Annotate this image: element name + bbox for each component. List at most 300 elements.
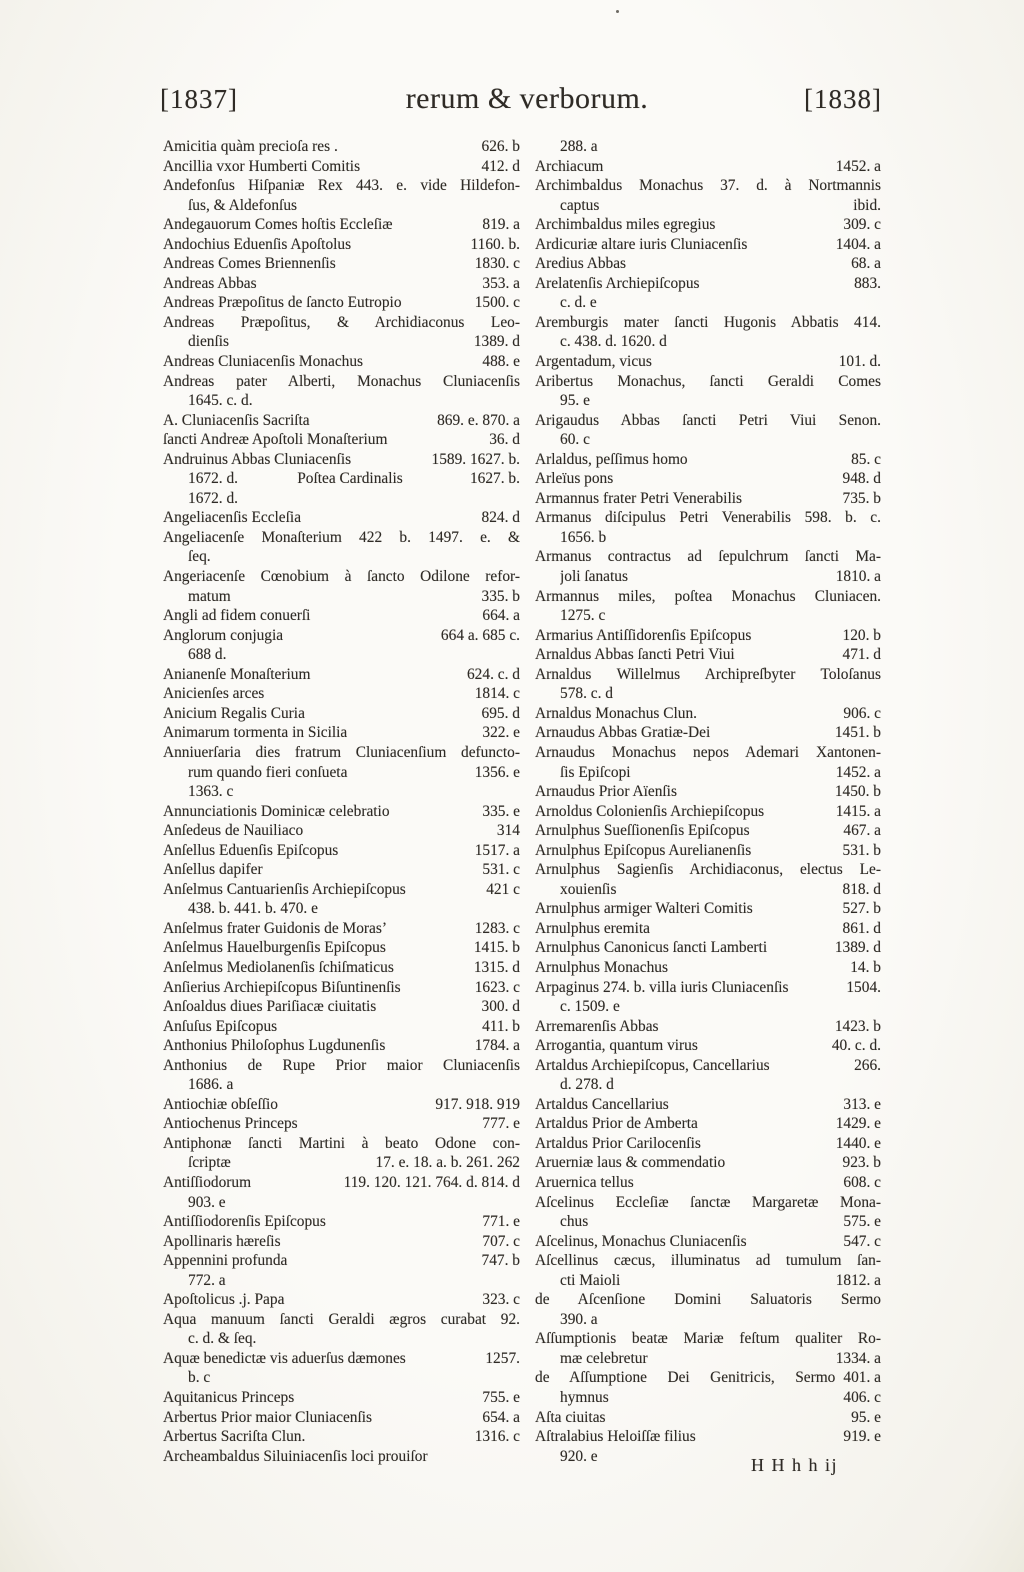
entry-text: Arpaginus 274. b. villa iuris Cluniacenſis bbox=[535, 978, 789, 996]
entry-text: 688 d. bbox=[188, 646, 227, 664]
entry-page-ref: 547. c bbox=[843, 1232, 881, 1250]
entry-page-ref: 335. b bbox=[481, 587, 520, 605]
entry-page-ref: 1830. c bbox=[474, 255, 520, 273]
entry-text: Artaldus Cancellarius bbox=[535, 1095, 669, 1113]
index-entry-line bbox=[163, 1017, 520, 1037]
index-entry-line bbox=[535, 587, 881, 607]
index-entry-line bbox=[535, 1349, 881, 1369]
entry-text: Arnulphus Monachus bbox=[535, 958, 668, 976]
index-entry-line bbox=[535, 1193, 881, 1213]
index-entry-line bbox=[163, 1427, 520, 1447]
entry-page-ref: 467. a bbox=[843, 822, 881, 840]
entry-text: Aruernica tellus bbox=[535, 1173, 634, 1191]
entry-page-ref: 575. e bbox=[843, 1213, 881, 1231]
index-entry-line bbox=[163, 1271, 520, 1291]
entry-text: Arbertus Prior maior Cluniacenſis bbox=[163, 1408, 373, 1426]
entry-text: ſancti Andreæ Apoſtoli Monaſterium bbox=[163, 431, 388, 449]
index-entry-line bbox=[163, 489, 520, 509]
index-entry-line bbox=[535, 997, 881, 1017]
entry-text: Amicitia quàm precioſa res . bbox=[163, 138, 338, 155]
entry-text: Angli ad fidem conuerſi bbox=[163, 607, 311, 625]
index-entry-line bbox=[163, 978, 520, 998]
entry-text: Anſelmus Hauelburgenſis Epiſcopus bbox=[163, 939, 386, 957]
entry-text: chus bbox=[560, 1213, 589, 1231]
entry-page-ref: 412. d bbox=[481, 157, 520, 175]
entry-page-ref: 119. 120. 121. 764. d. 814. d bbox=[343, 1173, 520, 1191]
entry-text: Andreas Præpoſitus de ſancto Eutropio bbox=[163, 294, 402, 312]
entry-text: Archimbaldus Monachus 37. d. à Nortmannis bbox=[535, 177, 881, 195]
entry-page-ref: 1517. a bbox=[474, 841, 520, 859]
entry-text: Artaldus Prior Carilocenſis bbox=[535, 1134, 701, 1152]
index-entry-line bbox=[163, 274, 520, 294]
entry-text: Arrogantia, quantum virus bbox=[535, 1037, 698, 1055]
entry-text: Artaldus Prior de Amberta bbox=[535, 1115, 698, 1133]
entry-text: Angeriacenſe Cœnobium à ſancto Odilone refor- bbox=[163, 568, 520, 586]
entry-page-ref: 707. c bbox=[482, 1232, 520, 1250]
index-entry-line bbox=[163, 430, 520, 450]
entry-text: Armannus frater Petri Venerabilis bbox=[535, 489, 742, 507]
entry-text: Arigaudus Abbas ſancti Petri Viui Senon. bbox=[535, 411, 881, 429]
index-entry-line bbox=[163, 1329, 520, 1349]
entry-text: 1275. c bbox=[560, 607, 606, 625]
index-entry-line bbox=[535, 763, 881, 783]
entry-text: 1686. a bbox=[188, 1076, 234, 1094]
entry-page-ref: 1451. b bbox=[834, 724, 881, 742]
entry-text: Andochius Eduenſis Apoſtolus bbox=[163, 235, 352, 253]
entry-page-ref: 608. c bbox=[843, 1173, 881, 1191]
entry-text: Aremburgis mater ſancti Hugonis Abbatis 414. bbox=[535, 313, 881, 331]
index-entry-line bbox=[535, 1212, 881, 1232]
index-entry-line bbox=[163, 469, 520, 489]
index-entry-line bbox=[535, 645, 881, 665]
index-entry-line bbox=[163, 723, 520, 743]
entry-text: joli ſanatus bbox=[560, 568, 628, 586]
entry-page-ref: ibid. bbox=[853, 196, 881, 214]
folio-number-left: [1837] bbox=[160, 84, 238, 114]
index-entry-line bbox=[535, 469, 881, 489]
entry-page-ref: 68. a bbox=[851, 255, 881, 273]
entry-text: Aſcelinus Eccleſiæ ſanctæ Margaretæ Mona- bbox=[535, 1193, 881, 1211]
entry-text: Antiphonæ ſancti Martini à beato Odone con- bbox=[163, 1134, 520, 1152]
entry-text: 1672. d. bbox=[188, 489, 239, 507]
index-entry-line bbox=[535, 352, 881, 372]
entry-text: 288. a bbox=[560, 138, 598, 155]
entry-text: de Aſcenſione Domini Saluatoris Sermo bbox=[535, 1291, 881, 1309]
index-entry-line bbox=[163, 215, 520, 235]
entry-page-ref: 314 bbox=[496, 822, 520, 840]
index-entry-line bbox=[163, 1290, 520, 1310]
entry-text: Antiſſiodorum bbox=[163, 1173, 252, 1191]
entry-page-ref: 1504. bbox=[846, 978, 881, 996]
entry-page-ref: 948. d bbox=[842, 470, 881, 488]
entry-page-ref: 1623. c bbox=[474, 978, 520, 996]
entry-text: Aquitanicus Princeps bbox=[163, 1389, 295, 1406]
entry-text: 1672. d. bbox=[188, 470, 239, 488]
entry-page-ref: 1334. a bbox=[835, 1349, 881, 1367]
entry-page-ref: 919. e bbox=[843, 1428, 881, 1446]
entry-page-ref: 624. c. d bbox=[466, 665, 520, 683]
entry-text: Anglorum conjugia bbox=[163, 626, 284, 644]
entry-text: Anſuſus Epiſcopus bbox=[163, 1017, 278, 1035]
index-entry-line bbox=[163, 176, 520, 196]
index-entry-line bbox=[163, 313, 520, 333]
index-entry-line bbox=[163, 1114, 520, 1134]
page-header bbox=[160, 82, 882, 116]
entry-page-ref: 1389. d bbox=[834, 939, 881, 957]
entry-text: Arnaudus Prior Aïenſis bbox=[535, 783, 677, 801]
index-entry-line bbox=[535, 1153, 881, 1173]
entry-text: Anſelmus frater Guidonis de Moras’ bbox=[163, 919, 387, 937]
entry-text: Angeliacenſe Monaſterium 422 b. 1497. e. & bbox=[163, 528, 520, 546]
index-entry-line bbox=[535, 841, 881, 861]
index-entry-line bbox=[535, 254, 881, 274]
entry-text: Andegauorum Comes hoſtis Eccleſiæ bbox=[163, 216, 393, 234]
index-entry-line bbox=[535, 684, 881, 704]
entry-page-ref: 861. d bbox=[842, 919, 881, 937]
entry-text: Anicienſes arces bbox=[163, 685, 265, 703]
index-entry-line bbox=[535, 215, 881, 235]
index-entry-line bbox=[535, 235, 881, 255]
entry-text: Anſellus dapifer bbox=[163, 861, 263, 879]
index-entry-line bbox=[163, 919, 520, 939]
entry-page-ref: 313. e bbox=[843, 1095, 881, 1113]
entry-text: Arnaldus Monachus Clun. bbox=[535, 704, 698, 722]
index-entry-line bbox=[535, 1388, 881, 1408]
index-entry-line bbox=[535, 1017, 881, 1037]
entry-page-ref: 40. c. d. bbox=[831, 1037, 881, 1055]
index-entry-line bbox=[535, 1271, 881, 1291]
index-entry-line bbox=[163, 547, 520, 567]
entry-text: Andreas Comes Briennenſis bbox=[163, 255, 336, 273]
entry-text: Arnulphus Canonicus ſancti Lamberti bbox=[535, 939, 768, 957]
entry-text: Arleïus pons bbox=[535, 470, 614, 488]
entry-text: c. 1509. e bbox=[560, 998, 620, 1016]
entry-text: Arnulphus Sagienſis Archidiaconus, electus Le- bbox=[535, 861, 881, 879]
entry-text: Anniuerſaria dies fratrum Cluniacenſium defuncto- bbox=[163, 743, 520, 761]
entry-page-ref: 923. b bbox=[842, 1154, 881, 1172]
entry-text: Anſierius Archiepiſcopus Biſuntinenſis bbox=[163, 978, 401, 996]
entry-text: captus bbox=[560, 196, 600, 214]
index-entry-line bbox=[535, 293, 881, 313]
entry-page-ref: 664 a. 685 c. bbox=[440, 626, 520, 644]
index-entry-line bbox=[163, 1251, 520, 1271]
index-entry-line bbox=[535, 1427, 881, 1447]
index-entry-line bbox=[535, 958, 881, 978]
index-entry-line bbox=[535, 606, 881, 626]
index-entry-line bbox=[163, 1075, 520, 1095]
index-entry-line bbox=[535, 1329, 881, 1349]
index-entry-line bbox=[535, 938, 881, 958]
entry-page-ref: 1316. c bbox=[474, 1428, 520, 1446]
entry-page-ref: 917. 918. 919 bbox=[435, 1095, 520, 1113]
entry-page-ref: 1315. d bbox=[473, 958, 520, 976]
index-entry-line bbox=[535, 860, 881, 880]
entry-text: Aribertus Monachus, ſancti Geraldi Comes bbox=[535, 372, 881, 390]
index-entry-line bbox=[535, 880, 881, 900]
entry-page-ref: 1450. b bbox=[834, 783, 881, 801]
index-entry-line bbox=[163, 293, 520, 313]
entry-text: ſcriptæ bbox=[188, 1154, 231, 1172]
index-entry-line bbox=[163, 372, 520, 392]
quire-signature: H H h h ij bbox=[751, 1455, 838, 1475]
entry-text: 60. c bbox=[560, 431, 590, 449]
entry-text: Arnulphus Sueſſionenſis Epiſcopus bbox=[535, 822, 750, 840]
entry-page-ref: 17. e. 18. a. b. 261. 262 bbox=[375, 1154, 520, 1172]
index-entry-line bbox=[163, 254, 520, 274]
entry-page-ref: 695. d bbox=[481, 704, 520, 722]
entry-text: Archiacum bbox=[535, 157, 604, 175]
entry-text: Artaldus Archiepiſcopus, Cancellarius bbox=[535, 1056, 770, 1074]
entry-text: Aſta ciuitas bbox=[535, 1408, 606, 1426]
entry-text: xouienſis bbox=[560, 880, 617, 898]
entry-page-ref: 353. a bbox=[482, 274, 520, 292]
index-entry-line bbox=[535, 704, 881, 724]
index-entry-line bbox=[163, 704, 520, 724]
entry-page-ref: 824. d bbox=[481, 509, 520, 527]
index-entry-line bbox=[163, 1447, 520, 1467]
entry-text: 903. e bbox=[188, 1193, 226, 1211]
entry-text: Apoſtolicus .j. Papa bbox=[163, 1291, 285, 1309]
entry-text: mæ celebretur bbox=[560, 1349, 648, 1367]
index-entry-line bbox=[163, 880, 520, 900]
entry-text: matum bbox=[188, 587, 231, 605]
entry-text: hymnus bbox=[560, 1389, 609, 1406]
index-entry-line bbox=[535, 626, 881, 646]
index-entry-line bbox=[535, 157, 881, 177]
index-entry-line bbox=[535, 1310, 881, 1330]
entry-page-ref: 1814. c bbox=[474, 685, 520, 703]
entry-text: Anthonius Philoſophus Lugdunenſis bbox=[163, 1037, 386, 1055]
entry-page-ref: 1160. b. bbox=[470, 235, 520, 253]
entry-text: Aruerniæ laus & commendatio bbox=[535, 1154, 726, 1172]
entry-page-ref: 322. e bbox=[482, 724, 520, 742]
index-entry-line bbox=[535, 547, 881, 567]
entry-text: c. 438. d. 1620. d bbox=[560, 333, 667, 351]
index-entry-line bbox=[535, 782, 881, 802]
entry-page-ref: 1440. e bbox=[835, 1134, 881, 1152]
index-entry-line bbox=[535, 1251, 881, 1271]
entry-text: Andefonſus Hiſpaniæ Rex 443. e. vide Hildefon- bbox=[163, 177, 520, 195]
entry-text: Arnaldus Willelmus Archipreſbyter Toloſanus bbox=[535, 665, 881, 683]
index-entry-line bbox=[535, 196, 881, 216]
index-entry-line bbox=[163, 743, 520, 763]
entry-page-ref: 1257. bbox=[485, 1349, 520, 1367]
index-entry-line bbox=[535, 1036, 881, 1056]
index-entry-line bbox=[163, 1388, 520, 1408]
entry-page-ref: 120. b bbox=[842, 626, 881, 644]
index-entry-line bbox=[163, 645, 520, 665]
entry-text: Appennini profunda bbox=[163, 1252, 288, 1270]
entry-text: Anthonius de Rupe Prior maior Cluniacenſis bbox=[163, 1056, 520, 1074]
entry-text: 95. e bbox=[560, 392, 590, 410]
index-entry-line bbox=[535, 1173, 881, 1193]
entry-page-ref: 1810. a bbox=[835, 568, 881, 586]
index-entry-line bbox=[535, 1114, 881, 1134]
entry-text: Annunciationis Dominicæ celebratio bbox=[163, 802, 390, 820]
entry-text: de Aſſumptione Dei Genitricis, Sermo bbox=[535, 1369, 836, 1387]
index-entry-line bbox=[163, 1056, 520, 1076]
entry-page-ref: 1283. c bbox=[474, 919, 520, 937]
entry-text: Antiſſiodorenſis Epiſcopus bbox=[163, 1213, 326, 1231]
index-entry-line bbox=[163, 938, 520, 958]
entry-text: 1645. c. d. bbox=[188, 392, 253, 410]
index-entry-line bbox=[163, 587, 520, 607]
index-entry-line bbox=[163, 1310, 520, 1330]
index-entry-line bbox=[163, 684, 520, 704]
entry-text: Aquæ benedictæ vis aduerſus dæmones bbox=[163, 1349, 406, 1367]
entry-page-ref: 819. a bbox=[482, 216, 520, 234]
index-entry-line bbox=[535, 489, 881, 509]
index-entry-line bbox=[535, 1056, 881, 1076]
entry-page-ref: 869. e. 870. a bbox=[437, 411, 520, 429]
index-entry-line bbox=[163, 352, 520, 372]
entry-text: Aqua manuum ſancti Geraldi ægros curabat 92. bbox=[163, 1310, 520, 1328]
entry-text: ſeq. bbox=[188, 548, 211, 566]
entry-page-ref: 1423. b bbox=[834, 1017, 881, 1035]
entry-text: 920. e bbox=[560, 1447, 598, 1465]
entry-page-ref: 777. e bbox=[482, 1115, 520, 1133]
entry-page-ref: 401. a bbox=[843, 1369, 881, 1387]
entry-mid-text: Poſtea Cardinalis bbox=[297, 470, 403, 488]
entry-text: Aſcelinus, Monachus Cluniacenſis bbox=[535, 1232, 747, 1250]
entry-text: 390. a bbox=[560, 1310, 598, 1328]
entry-text: Archimbaldus miles egregius bbox=[535, 216, 716, 234]
entry-text: Angeliacenſis Eccleſia bbox=[163, 509, 302, 527]
entry-text: Arbertus Sacriſta Clun. bbox=[163, 1428, 306, 1446]
index-entry-line bbox=[163, 763, 520, 783]
index-entry-line bbox=[163, 1153, 520, 1173]
index-entry-line bbox=[163, 841, 520, 861]
index-entry-line bbox=[163, 332, 520, 352]
entry-page-ref: 626. b bbox=[481, 138, 520, 155]
entry-page-ref: 95. e bbox=[851, 1408, 881, 1426]
entry-page-ref: 755. e bbox=[482, 1389, 520, 1406]
index-entry-line bbox=[163, 137, 520, 157]
index-entry-line bbox=[535, 332, 881, 352]
index-entry-line bbox=[163, 567, 520, 587]
index-entry-line bbox=[163, 1193, 520, 1213]
index-entry-line bbox=[535, 1134, 881, 1154]
entry-text: A. Cluniacenſis Sacriſta bbox=[163, 411, 310, 429]
entry-page-ref: 1356. e bbox=[474, 763, 520, 781]
entry-text: ſus, & Aldefonſus bbox=[188, 196, 298, 214]
entry-text: Anſelmus Mediolanenſis ſchiſmaticus bbox=[163, 958, 394, 976]
index-entry-line bbox=[163, 1408, 520, 1428]
entry-text: 1656. b bbox=[560, 528, 607, 546]
entry-text: Aſſumptionis beatæ Mariæ feſtum qualiter Ro- bbox=[535, 1330, 881, 1348]
entry-text: Arlaldus, peſſimus homo bbox=[535, 450, 688, 468]
entry-text: Armanus contractus ad ſepulchrum ſancti Ma- bbox=[535, 548, 881, 566]
index-entry-line bbox=[163, 1095, 520, 1115]
entry-page-ref: 1452. a bbox=[835, 763, 881, 781]
entry-text: Armarius Antiſſidorenſis Epiſcopus bbox=[535, 626, 752, 644]
entry-page-ref: 309. c bbox=[843, 216, 881, 234]
index-entry-line bbox=[535, 528, 881, 548]
entry-page-ref: 300. d bbox=[481, 998, 520, 1016]
entry-page-ref: 1500. c bbox=[474, 294, 520, 312]
index-entry-line bbox=[535, 802, 881, 822]
index-entry-line bbox=[535, 1290, 881, 1310]
entry-page-ref: 1452. a bbox=[835, 157, 881, 175]
index-entry-line bbox=[163, 1036, 520, 1056]
index-entry-line bbox=[535, 274, 881, 294]
entry-text: Armannus miles, poſtea Monachus Cluniacen. bbox=[535, 587, 881, 605]
index-entry-line bbox=[163, 1212, 520, 1232]
index-entry-line bbox=[163, 1368, 520, 1388]
entry-text: cti Maioli bbox=[560, 1271, 621, 1289]
entry-page-ref: 1429. e bbox=[835, 1115, 881, 1133]
entry-text: Anſellus Eduenſis Epiſcopus bbox=[163, 841, 339, 859]
entry-text: Antiochiæ obſeſſio bbox=[163, 1095, 278, 1113]
index-entry-line bbox=[163, 626, 520, 646]
index-entry-line bbox=[163, 899, 520, 919]
entry-page-ref: 411. b bbox=[482, 1017, 520, 1035]
entry-text: Aſcellinus cæcus, illuminatus ad tumulum ſan- bbox=[535, 1252, 881, 1270]
entry-text: Andreas Abbas bbox=[163, 274, 257, 292]
index-entry-line bbox=[535, 899, 881, 919]
index-entry-line bbox=[535, 919, 881, 939]
entry-text: Anſelmus Cantuarienſis Archiepiſcopus bbox=[163, 880, 406, 898]
entry-text: c. d. e bbox=[560, 294, 597, 312]
entry-text: 772. a bbox=[188, 1271, 226, 1289]
index-entry-line bbox=[535, 978, 881, 998]
entry-page-ref: 735. b bbox=[842, 489, 881, 507]
running-title: rerum & verborum. bbox=[405, 82, 649, 115]
entry-page-ref: 771. e bbox=[482, 1213, 520, 1231]
entry-text: Aſtralabius Heloiſſæ filius bbox=[535, 1428, 696, 1446]
entry-page-ref: 14. b bbox=[850, 958, 881, 976]
entry-text: Anicium Regalis Curia bbox=[163, 704, 305, 722]
index-columns bbox=[163, 137, 881, 1466]
index-entry-line bbox=[163, 606, 520, 626]
entry-text: Arnulphus eremita bbox=[535, 919, 650, 937]
entry-text: Animarum tormenta in Sicilia bbox=[163, 724, 348, 742]
index-entry-line bbox=[535, 313, 881, 333]
index-entry-line bbox=[535, 665, 881, 685]
entry-page-ref: 747. b bbox=[481, 1252, 520, 1270]
entry-text: Andreas Cluniacenſis Monachus bbox=[163, 353, 364, 371]
entry-text: Andreas pater Alberti, Monachus Cluniacenſis bbox=[163, 372, 520, 390]
index-entry-line bbox=[163, 411, 520, 431]
index-entry-line bbox=[163, 391, 520, 411]
entry-page-ref: 531. c bbox=[482, 861, 520, 879]
index-entry-line bbox=[163, 958, 520, 978]
entry-text: Arnulphus armiger Walteri Comitis bbox=[535, 900, 753, 918]
entry-page-ref: 323. c bbox=[482, 1291, 520, 1309]
entry-text: Anſedeus de Nauiliaco bbox=[163, 822, 304, 840]
entry-text: Andruinus Abbas Cluniacenſis bbox=[163, 450, 352, 468]
entry-text: Anſoaldus diues Pariſiacæ ciuitatis bbox=[163, 998, 377, 1016]
entry-page-ref: 906. c bbox=[843, 704, 881, 722]
entry-page-ref: 85. c bbox=[851, 450, 881, 468]
entry-page-ref: 488. e bbox=[482, 353, 520, 371]
entry-text: Argentadum, vicus bbox=[535, 353, 652, 371]
index-entry-line bbox=[535, 1408, 881, 1428]
index-column-right bbox=[535, 137, 881, 1466]
index-entry-line bbox=[163, 235, 520, 255]
index-entry-line bbox=[163, 782, 520, 802]
index-entry-line bbox=[163, 1173, 520, 1193]
index-entry-line bbox=[163, 196, 520, 216]
index-entry-line bbox=[535, 821, 881, 841]
index-entry-line bbox=[163, 157, 520, 177]
entry-page-ref: 1389. d bbox=[473, 333, 520, 351]
index-entry-line bbox=[535, 1368, 881, 1388]
entry-text: Anianenſe Monaſterium bbox=[163, 665, 311, 683]
entry-text: b. c bbox=[188, 1369, 211, 1387]
index-entry-line bbox=[163, 508, 520, 528]
index-entry-line bbox=[535, 743, 881, 763]
